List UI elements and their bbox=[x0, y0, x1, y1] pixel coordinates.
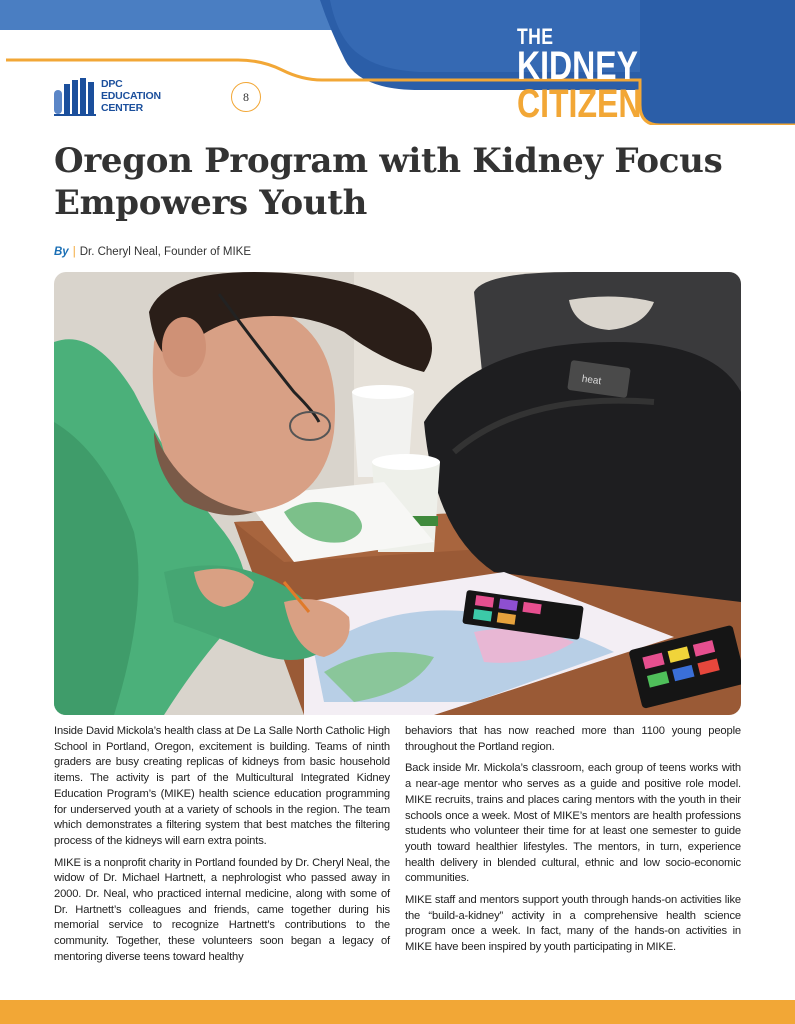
logo-line-3: CENTER bbox=[101, 102, 143, 114]
byline-prefix: By bbox=[54, 246, 69, 258]
right-paragraph-2: Back inside Mr. Mickola’s classroom, each group of teens works with a near-age mentor who serves as a guide and positive role model. MIKE recruits, trains and places caring mentors with the youth in their schools once a week. Most of MIKE’s mentors are health professions students who volunteer their time for at least one semester to guide youth toward healthier lifestyles. The mentors, in turn, experience health delivery in blended cultural, ethnic and low socio-economic communities. bbox=[405, 762, 741, 885]
logo-line-1: DPC bbox=[101, 78, 123, 90]
logo-text bbox=[101, 78, 161, 114]
right-paragraph-3: MIKE staff and mentors support youth through hands-on activities like the “build-a-kidney” activity in a comprehensive health science program once a week. In fact, many of the hands-on activities in MIKE have been inspired by youth participating in MIKE. bbox=[405, 894, 741, 954]
article-column-right bbox=[405, 724, 741, 962]
left-paragraph-2: MIKE is a nonprofit charity in Portland founded by Dr. Cheryl Neal, the widow of Dr. Michael Hartnett, a nephrologist who passed away in 2000. Dr. Neal, who practiced internal medicine, along with some of Dr. Hartnett’s colleagues and friends, came together during his memorial service to recognize Hartnett’s contributions to the community. Together, these volunteers soon began a legacy of mentoring diverse teens toward healthy bbox=[54, 856, 390, 963]
page-header bbox=[0, 0, 795, 125]
article-column-left bbox=[54, 724, 390, 972]
byline bbox=[54, 246, 251, 258]
byline-separator: | bbox=[72, 246, 76, 258]
dpc-education-center-logo[interactable] bbox=[54, 76, 184, 118]
article-photo bbox=[54, 272, 741, 715]
page-number: 8 bbox=[231, 82, 261, 112]
masthead-kidney: KIDNEY bbox=[517, 44, 638, 88]
left-paragraph-1: Inside David Mickola’s health class at De La Salle North Catholic High School in Portland, Oregon, excitement is building. Teams of ninth graders are busy creating replicas of kidneys from basic household items. The activity is part of the Multicultural Integrated Kidney Education Program’s (MIKE) health science education programming for underserved youth at a variety of schools in the region. The team which demonstrates a filtering system that best matches the filtering process of the kidneys will earn extra points. bbox=[54, 725, 390, 847]
right-paragraph-1: behaviors that has now reached more than 1100 young people throughout the Portland region. bbox=[405, 725, 741, 753]
masthead-citizen: CITIZEN bbox=[517, 82, 642, 126]
byline-author: Dr. Cheryl Neal, Founder of MIKE bbox=[79, 246, 251, 258]
logo-line-2: EDUCATION bbox=[101, 90, 161, 102]
logo-bars-icon bbox=[54, 78, 98, 116]
footer-bar bbox=[0, 1000, 795, 1024]
masthead-the: THE bbox=[517, 24, 554, 49]
svg-text:heat: heat bbox=[581, 373, 602, 388]
article-title: Oregon Program with Kidney Focus Empowers Youth bbox=[54, 141, 723, 223]
kidney-citizen-masthead bbox=[517, 24, 642, 126]
student-drawing-photo bbox=[54, 272, 741, 715]
